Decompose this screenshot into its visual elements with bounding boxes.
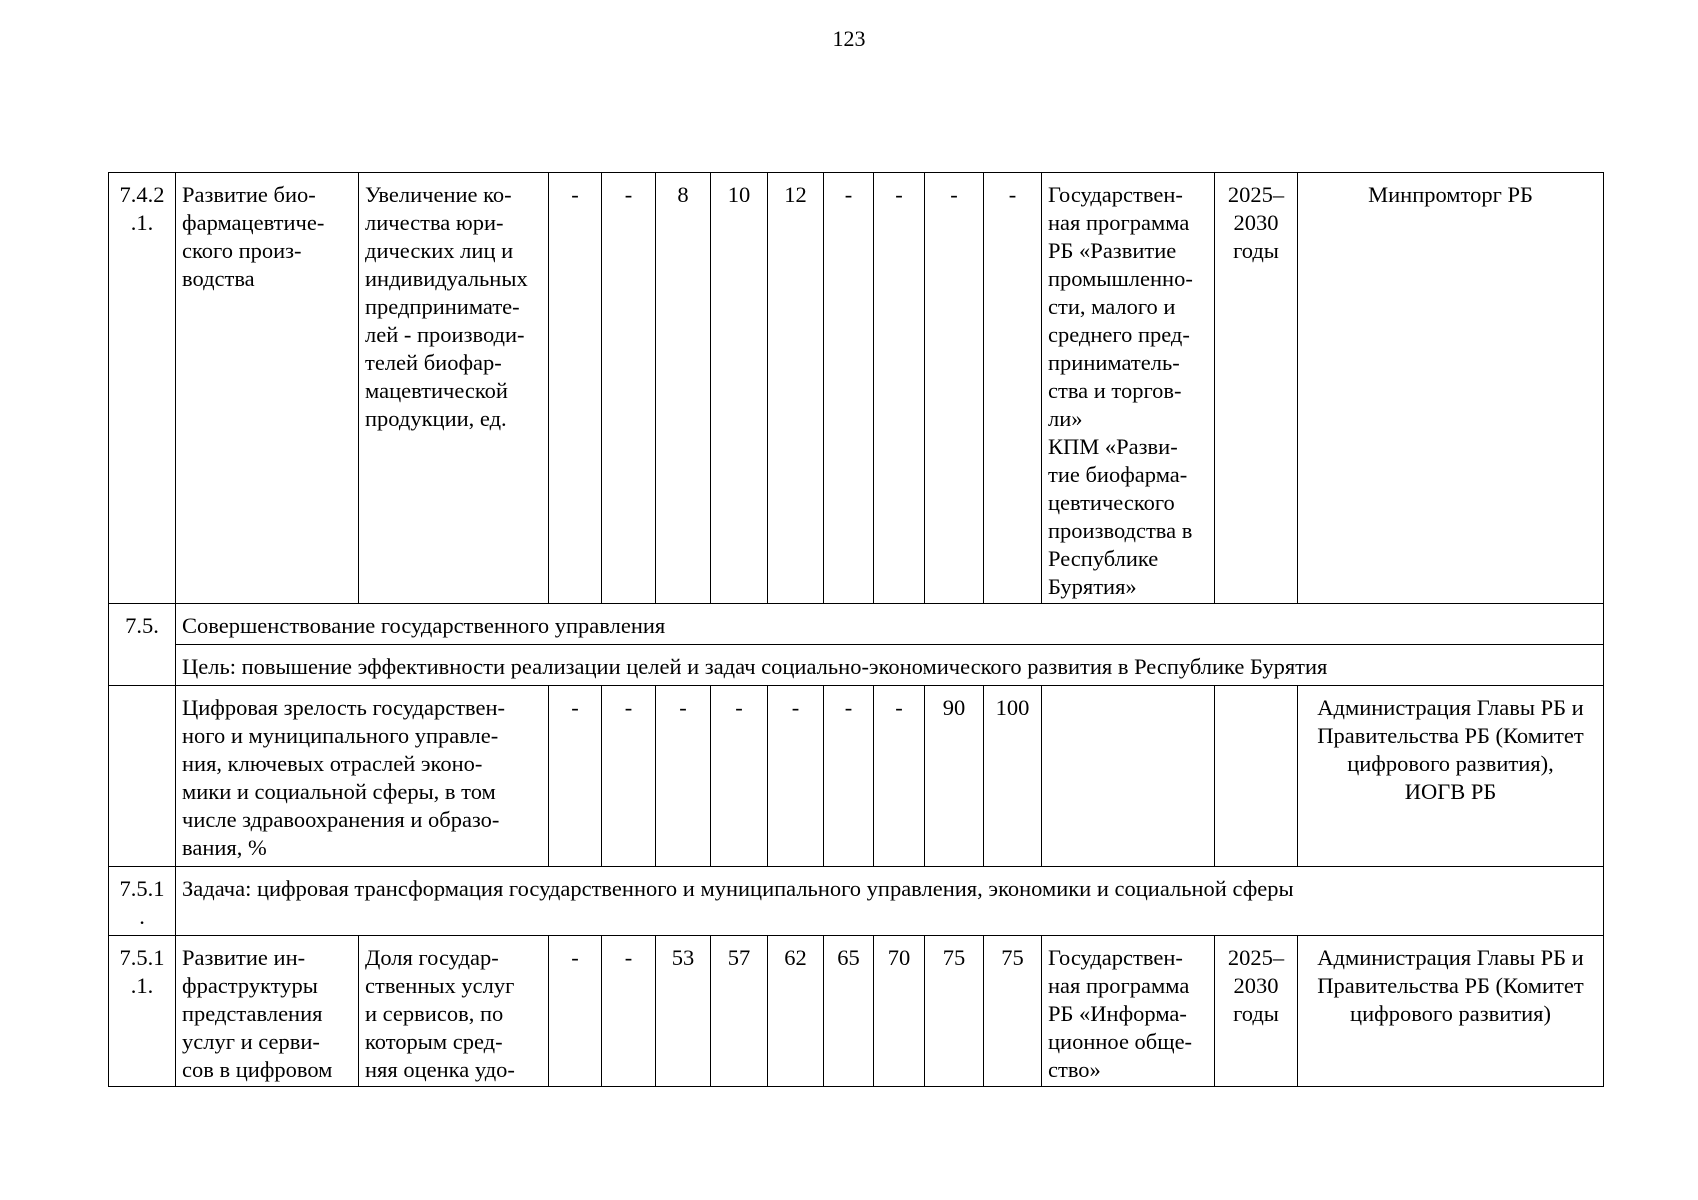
row-code: 7.4.2 .1. xyxy=(109,173,176,604)
program-text: Государствен- ная программа РБ «Развитие промышленно- сти, малого и среднего пред- приниматель- ства и торгов- ли» КПМ «Разви- тие биофарма- цевтического производства в Республике Бурятия» xyxy=(1042,173,1215,604)
measures-table xyxy=(108,172,1604,1087)
value-cell: - xyxy=(549,936,602,1087)
row-code: 7.5.1 .1. xyxy=(109,936,176,1087)
value-cell: 8 xyxy=(656,173,711,604)
table-row xyxy=(109,686,1604,867)
value-cell: 65 xyxy=(824,936,874,1087)
value-cell: 100 xyxy=(984,686,1042,867)
program-text xyxy=(1042,686,1215,867)
period-text: 2025– 2030 годы xyxy=(1215,936,1298,1087)
table-row xyxy=(109,936,1604,1087)
responsible-text: Минпромторг РБ xyxy=(1298,173,1604,604)
value-cell: - xyxy=(656,686,711,867)
value-cell: - xyxy=(711,686,768,867)
value-cell: - xyxy=(984,173,1042,604)
table-row xyxy=(109,867,1604,936)
value-cell: - xyxy=(824,173,874,604)
value-cell: 90 xyxy=(925,686,984,867)
value-cell: - xyxy=(768,686,824,867)
page-number: 123 xyxy=(832,26,866,51)
value-cell: 70 xyxy=(874,936,925,1087)
measure-name: Развитие био- фармацевтиче- ского произ- водства xyxy=(176,173,359,604)
empty-code-cell xyxy=(109,686,176,867)
section-title: Совершенствование государственного управления xyxy=(176,604,1604,645)
program-text: Государствен- ная программа РБ «Информа- ционное обще- ство» xyxy=(1042,936,1215,1087)
value-cell: 53 xyxy=(656,936,711,1087)
value-cell: - xyxy=(602,936,656,1087)
value-cell: 75 xyxy=(984,936,1042,1087)
value-cell: 75 xyxy=(925,936,984,1087)
value-cell: - xyxy=(549,173,602,604)
row-code: 7.5.1 . xyxy=(109,867,176,936)
table-row xyxy=(109,173,1604,604)
value-cell: - xyxy=(549,686,602,867)
responsible-text: Администрация Главы РБ и Правительства РБ (Комитет цифрового развития) xyxy=(1298,936,1604,1087)
value-cell: 57 xyxy=(711,936,768,1087)
value-cell: 10 xyxy=(711,173,768,604)
responsible-text: Администрация Главы РБ и Правительства РБ (Комитет цифрового развития), ИОГВ РБ xyxy=(1298,686,1604,867)
value-cell: 12 xyxy=(768,173,824,604)
value-cell: - xyxy=(602,686,656,867)
row-code: 7.5. xyxy=(109,604,176,686)
section-goal: Цель: повышение эффективности реализации целей и задач социально-экономического развития в Республике Бурятия xyxy=(176,645,1604,686)
value-cell: - xyxy=(602,173,656,604)
indicator-text: Увеличение ко- личества юри- дических лиц и индивидуальных предпринимате- лей - производи- телей биофар- мацевтической продукции, ед. xyxy=(359,173,549,604)
value-cell: 62 xyxy=(768,936,824,1087)
indicator-text: Доля государ- ственных услуг и сервисов, по которым сред- няя оценка удо- xyxy=(359,936,549,1087)
indicator-text: Цифровая зрелость государствен- ного и муниципального управле- ния, ключевых отраслей эконо- мики и социальной сферы, в том числе здравоохранения и образо- вания, % xyxy=(176,686,549,867)
value-cell: - xyxy=(874,686,925,867)
value-cell: - xyxy=(874,173,925,604)
value-cell: - xyxy=(925,173,984,604)
measure-name: Развитие ин- фраструктуры представления услуг и серви- сов в цифровом xyxy=(176,936,359,1087)
table-row xyxy=(109,645,1604,686)
task-text: Задача: цифровая трансформация государственного и муниципального управления, экономики и социальной сферы xyxy=(176,867,1604,936)
period-text xyxy=(1215,686,1298,867)
period-text: 2025– 2030 годы xyxy=(1215,173,1298,604)
value-cell: - xyxy=(824,686,874,867)
table-row xyxy=(109,604,1604,645)
